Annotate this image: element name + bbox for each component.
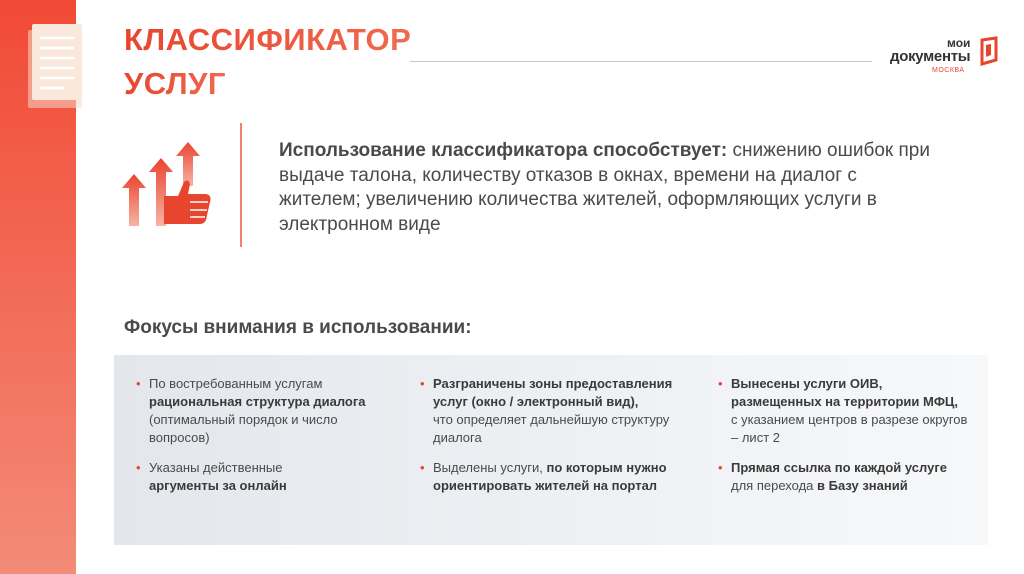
item-bold: Вынесены услуги ОИВ, размещенных на территории МФЦ,	[731, 376, 959, 409]
item-bold: по которым нужно ориентировать жителей на портал	[433, 460, 667, 493]
list-item	[718, 375, 968, 447]
item-bold: Прямая ссылка по каждой услуге	[731, 460, 947, 475]
growth-arrows-thumbs-up-icon	[120, 140, 220, 228]
bullet-icon: •	[718, 376, 723, 391]
bullet-icon: •	[420, 376, 425, 391]
document-icon	[24, 24, 86, 112]
moi-dokumenty-logo-icon	[976, 36, 1000, 66]
list-item	[420, 375, 675, 447]
bullet-icon: •	[718, 460, 723, 475]
page-title-line1: КЛАССИФИКАТОР	[124, 22, 412, 57]
page-title-line2: УСЛУГ	[124, 66, 227, 101]
logo-text-line3: МОСКВА	[932, 67, 965, 74]
item-text: Выделены услуги,	[433, 460, 547, 475]
item-bold: Разграничены зоны предоставления услуг (окно / электронный вид),	[433, 376, 673, 409]
item-bold: аргументы за онлайн	[149, 478, 287, 493]
moi-dokumenty-logo	[890, 36, 1002, 86]
item-bold: в Базу знаний	[817, 478, 908, 493]
list-item	[420, 459, 675, 495]
item-text: для перехода	[731, 478, 817, 493]
list-item	[136, 459, 386, 495]
list-item	[718, 459, 968, 495]
item-text: что определяет дальнейшую структуру диалога	[433, 412, 670, 445]
intro-text: снижению ошибок при выдаче талона, количеству отказов в окнах, времени на диалог с жителем; увеличению количества жителей, оформляющих услуги в электронном виде	[279, 140, 930, 235]
item-bold: рациональная структура диалога	[149, 394, 366, 409]
bullet-icon: •	[136, 376, 141, 391]
focus-column-3	[718, 375, 968, 507]
logo-text-line2: документы	[890, 48, 971, 65]
item-text: с указанием центров в разрезе округов – лист 2	[731, 412, 968, 445]
focus-column-1	[136, 375, 386, 507]
item-text: Указаны действенные	[149, 460, 283, 475]
item-text: По востребованным услугам	[149, 376, 323, 391]
list-item	[136, 375, 386, 447]
focus-column-2	[420, 375, 675, 507]
bullet-icon: •	[420, 460, 425, 475]
vertical-divider	[240, 123, 242, 247]
bullet-icon: •	[136, 460, 141, 475]
intro-lead: Использование классификатора способствует:	[279, 140, 728, 161]
logo-text-line1: мои	[947, 36, 971, 50]
header-divider	[410, 61, 872, 62]
item-text: (оптимальный порядок и число вопросов)	[149, 412, 338, 445]
intro-paragraph	[279, 139, 939, 237]
focus-section-heading: Фокусы внимания в использовании:	[124, 317, 472, 338]
